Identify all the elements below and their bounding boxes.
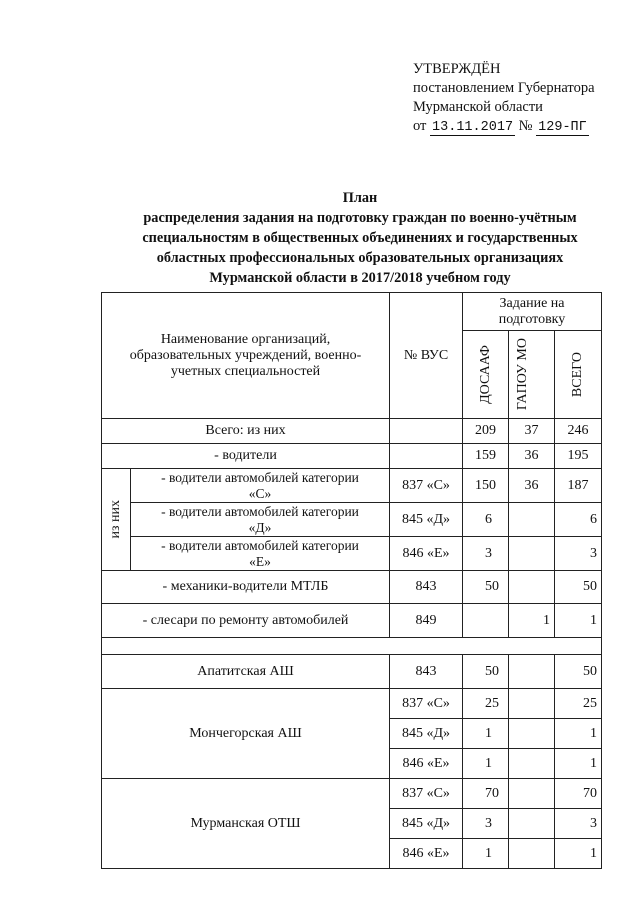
date-prefix: от [413,118,427,134]
row-mechanics-dosaaf: 50 [463,571,509,604]
header-gapou-cell [509,331,555,419]
monchegorsk-gapou-2 [509,719,555,749]
side-label-cell [102,469,131,571]
table-row [102,604,602,638]
monchegorsk-gapou-3 [509,749,555,779]
approval-date: 13.11.2017 [432,120,514,135]
monchegorsk-vus-1: 837 «С» [390,689,463,719]
row-cat-c-vus: 837 «С» [390,469,463,503]
row-drivers-dosaaf: 159 [463,444,509,469]
school-apatity-gapou [509,655,555,689]
murmansk-vus-1: 837 «С» [390,779,463,809]
monchegorsk-dosaaf-2: 1 [463,719,509,749]
approval-block [413,60,595,137]
title-line-4: областных профессиональных образовательных организациях [156,250,564,266]
murmansk-gapou-2 [509,809,555,839]
row-fitters-name: - слесари по ремонту автомобилей [102,604,390,638]
side-label: из них [108,500,123,539]
row-cat-d-gapou [509,503,555,537]
row-cat-e-name: - водители автомобилей категории «Е» [131,537,390,571]
murmansk-total-3: 1 [555,839,602,869]
title-line-3: специальностям в общественных объединениях и государственных [142,230,578,246]
murmansk-dosaaf-1: 70 [463,779,509,809]
header-total-cell [555,331,602,419]
row-all-dosaaf: 209 [463,419,509,444]
row-fitters-gapou: 1 [509,604,555,638]
school-apatity-dosaaf: 50 [463,655,509,689]
table-row [102,537,602,571]
approval-date-line [413,117,595,137]
row-cat-e-vus: 846 «Е» [390,537,463,571]
school-murmansk-name: Мурманская ОТШ [102,779,390,869]
header-dosaaf: ДОСААФ [477,345,493,404]
spacer-cell [102,638,602,655]
plan-table [101,292,602,869]
row-fitters-vus: 849 [390,604,463,638]
table-row [102,469,602,503]
murmansk-dosaaf-3: 1 [463,839,509,869]
school-apatity-name: Апатитская АШ [102,655,390,689]
row-cat-c-gapou: 36 [509,469,555,503]
row-cat-e-dosaaf: 3 [463,537,509,571]
table-row [102,779,602,809]
murmansk-gapou-3 [509,839,555,869]
murmansk-vus-2: 845 «Д» [390,809,463,839]
header-task: Задание на подготовку [463,293,602,331]
table-row [102,503,602,537]
row-all-gapou: 37 [509,419,555,444]
title-line-2: распределения задания на подготовку граждан по военно-учётным [143,210,577,226]
row-drivers-total: 195 [555,444,602,469]
header-name: Наименование организаций, образовательных учреждений, военно-учетных специальностей [102,293,390,419]
row-fitters-dosaaf [463,604,509,638]
spacer-row [102,638,602,655]
murmansk-total-2: 3 [555,809,602,839]
row-all-total: 246 [555,419,602,444]
document-title [80,188,640,288]
school-monchegorsk-name: Мончегорская АШ [102,689,390,779]
table-row [102,444,602,469]
monchegorsk-total-2: 1 [555,719,602,749]
row-drivers-gapou: 36 [509,444,555,469]
row-cat-d-dosaaf: 6 [463,503,509,537]
title-line-5: Мурманской области в 2017/2018 учебном году [209,270,511,286]
table-row [102,689,602,719]
murmansk-dosaaf-2: 3 [463,809,509,839]
row-cat-e-total: 3 [555,537,602,571]
table-row [102,655,602,689]
row-mechanics-gapou [509,571,555,604]
row-mechanics-vus: 843 [390,571,463,604]
monchegorsk-vus-2: 845 «Д» [390,719,463,749]
monchegorsk-dosaaf-1: 25 [463,689,509,719]
approval-number: 129-ПГ [538,120,587,135]
header-gapou: ГАПОУ МО [514,338,530,411]
row-cat-d-total: 6 [555,503,602,537]
row-cat-c-dosaaf: 150 [463,469,509,503]
row-cat-d-vus: 845 «Д» [390,503,463,537]
header-total: ВСЕГО [570,351,586,398]
row-cat-c-name: - водители автомобилей категории «С» [131,469,390,503]
row-drivers-vus [390,444,463,469]
row-mechanics-total: 50 [555,571,602,604]
approval-line-3: Мурманской области [413,99,543,115]
approval-title: УТВЕРЖДЁН [413,61,501,77]
table-row [102,571,602,604]
approval-line-2: постановлением Губернатора [413,80,595,96]
header-vus: № ВУС [390,293,463,419]
school-apatity-vus: 843 [390,655,463,689]
number-prefix: № [518,118,533,134]
row-mechanics-name: - механики-водители МТЛБ [102,571,390,604]
row-cat-e-gapou [509,537,555,571]
monchegorsk-gapou-1 [509,689,555,719]
monchegorsk-total-1: 25 [555,689,602,719]
row-cat-d-name: - водители автомобилей категории «Д» [131,503,390,537]
murmansk-gapou-1 [509,779,555,809]
row-all-name: Всего: из них [102,419,390,444]
row-all-vus [390,419,463,444]
row-fitters-total: 1 [555,604,602,638]
row-cat-c-total: 187 [555,469,602,503]
header-dosaaf-cell [463,331,509,419]
murmansk-vus-3: 846 «Е» [390,839,463,869]
title-line-1: План [342,190,378,206]
school-apatity-total: 50 [555,655,602,689]
monchegorsk-vus-3: 846 «Е» [390,749,463,779]
monchegorsk-dosaaf-3: 1 [463,749,509,779]
monchegorsk-total-3: 1 [555,749,602,779]
row-drivers-name: - водители [102,444,390,469]
murmansk-total-1: 70 [555,779,602,809]
table-row [102,419,602,444]
